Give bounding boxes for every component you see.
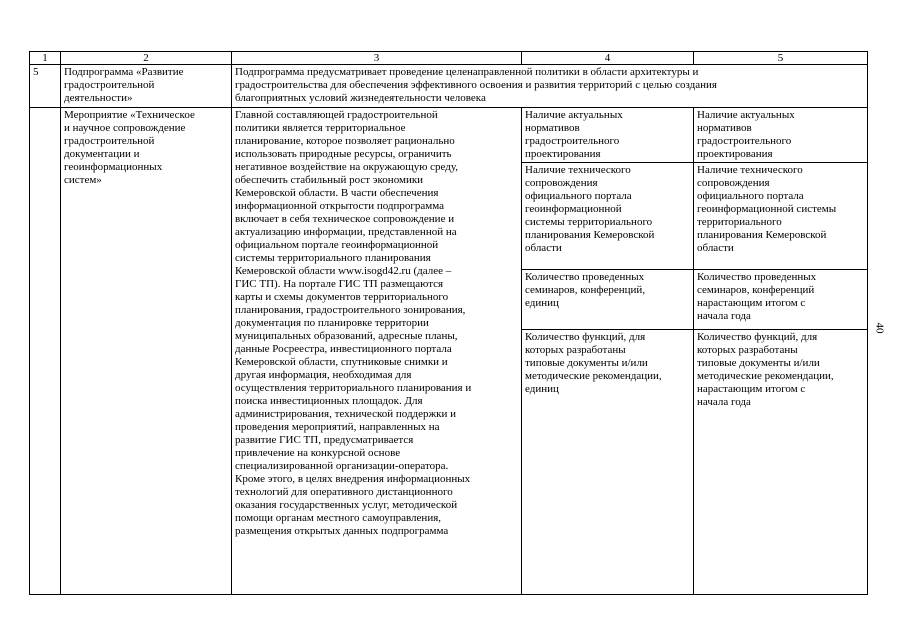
indicator-note-4: Количество функций, для которых разработаны типовые документы и/или методические рекомендации, нарастающим итогом с начала года [697,331,834,408]
indicator-note-2: Наличие технического сопровождения официального портала геоинформационной системы территориального планирования Кемеровской области [694,163,867,270]
column-number-5: 5 [694,52,868,65]
event-number-cell [30,108,61,595]
table-row-event [30,108,868,595]
indicator-notes-cell [694,108,868,595]
column-number-4: 4 [522,52,694,65]
event-description-cell [232,108,522,595]
subprogram-description: Подпрограмма предусматривает проведение целенаправленной политики в области архитектуры и градостроительства для обеспечения эффективного освоения и развития территорий с целью создания благоприятных условий жизнедеятельности человека [235,66,717,104]
subprogram-description-cell [232,65,868,108]
page-number: 40 [873,322,886,334]
subprogram-name-cell [61,65,232,108]
indicator-note-3: Количество проведенных семинаров, конференций нарастающим итогом с начала года [694,270,867,330]
event-name-cell [61,108,232,595]
table-header-row [30,52,868,65]
column-number-2: 2 [61,52,232,65]
event-description: Главной составляющей градостроительной политики является территориальное планирование, которое позволяет рационально использовать природные ресурсы, ограничить негативное воздействие на окружающую среду, обеспечить стабильный рост экономики Кемеровской области. В части обеспечения информационной открытости подпрограмма включает в себя техническое сопровождение и актуализацию информации, представленной на официальном портале геоинформационной системы территориального планирования Кемеровской области www.isogd42.ru (далее – ГИС ТП). На портале ГИС ТП размещаются карты и схемы документов территориального планирования, градостроительного зонирования, документация по планировке территории муниципальных образований, адресные планы, данные Росреестра, инвестиционного портала Кемеровской области, спутниковые снимки и другая информация, необходимая для осуществления территориального планирования и поиска инвестиционных площадок. Для администрирования, технической поддержки и проведения мероприятий, направленных на развитие ГИС ТП, предусматривается привлечение на конкурсной основе специализированной организации-оператора. Кроме этого, в целях внедрения информационных технологий для оперативного дистанционного оказания государственных услуг, методической помощи органам местного самоуправления, размещения открытых данных подпрограмма [235,109,472,537]
indicators-cell [522,108,694,595]
indicator-note-1: Наличие актуальных нормативов градостроительного проектирования [694,108,867,163]
indicator-1: Наличие актуальных нормативов градостроительного проектирования [522,108,693,163]
table-row-subprogram [30,65,868,108]
program-table [29,51,868,595]
indicator-4: Количество функций, для которых разработаны типовые документы и/или методические рекомендации, единиц [525,331,662,395]
indicator-2: Наличие технического сопровождения официального портала геоинформационной системы территориального планирования Кемеровской области [522,163,693,270]
column-number-1: 1 [30,52,61,65]
column-number-3: 3 [232,52,522,65]
event-name: Мероприятие «Техническое и научное сопровождение градостроительной документации и геоинформационных систем» [64,109,195,186]
subprogram-name: Подпрограмма «Развитие градостроительной деятельности» [64,66,184,104]
indicator-3: Количество проведенных семинаров, конференций, единиц [522,270,693,330]
row-number: 5 [30,65,61,108]
